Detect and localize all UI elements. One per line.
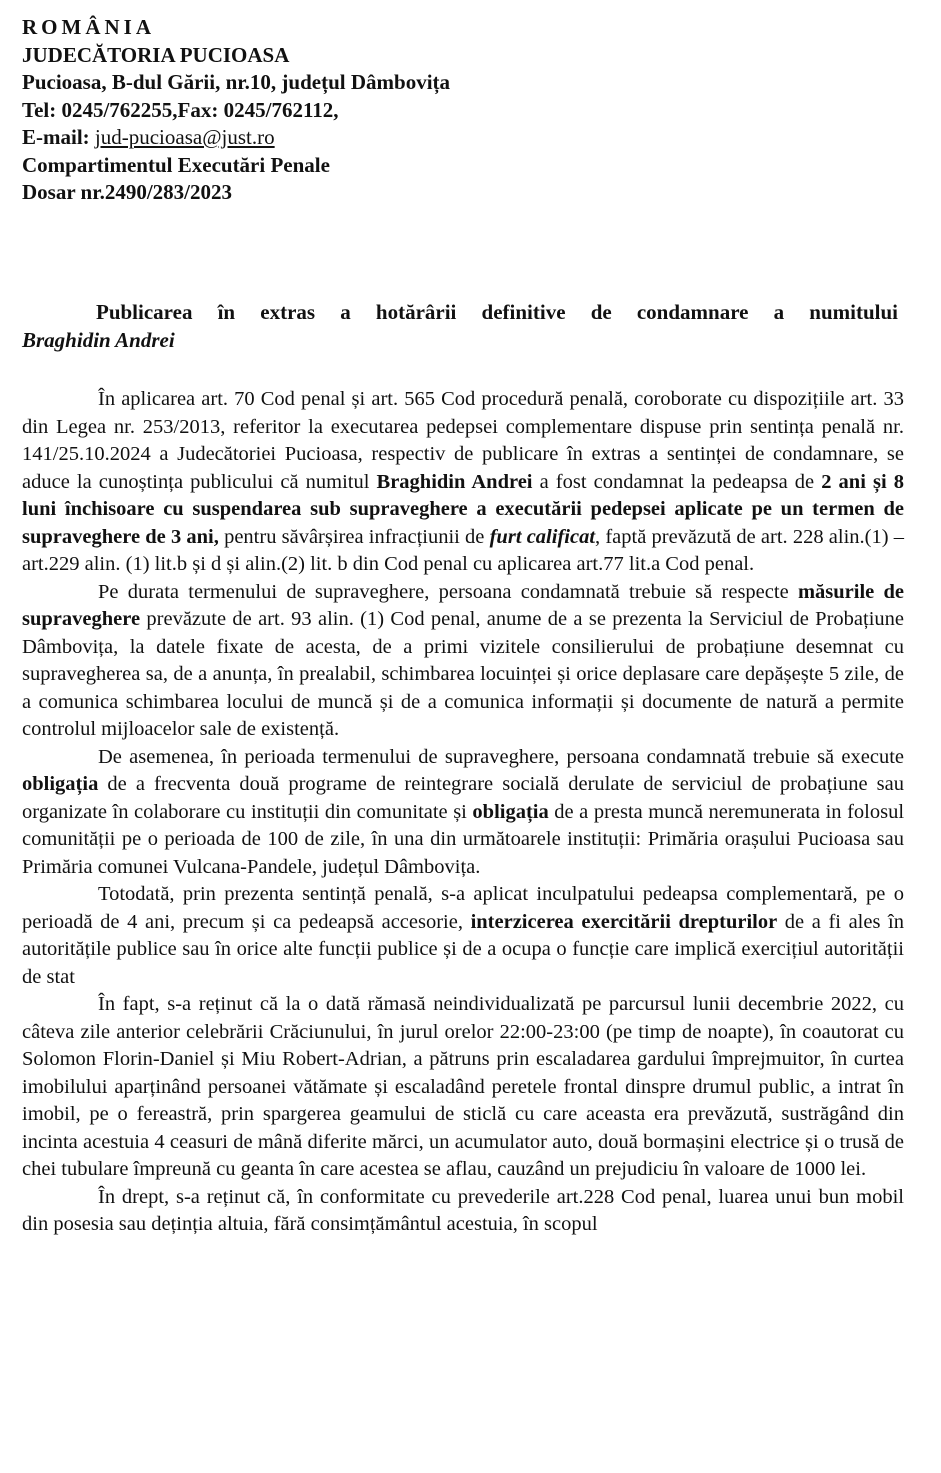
court-name: JUDECĂTORIA PUCIOASA — [22, 42, 290, 67]
paragraph-text: prevăzute de art. 93 alin. (1) Cod penal, anume de a se prezenta la Serviciul de Probațiune Dâmbovița, la datele fixate de acesta, de a primi vizitele consilierului de probațiune desemnat cu supravegherea sa, de a anunța, în prealabil, schimbarea locuinței și orice deplasare care depășește 5 zile, de a comunica schimbarea locului de muncă și de a comunica informații și documente de natură a permite controlul mijloacelor sale de existență. — [22, 608, 904, 740]
obligation-bold: obligația — [22, 773, 99, 795]
document-body — [22, 386, 904, 1239]
paragraph-text: de a frecventa două programe de reintegrare socială derulate de serviciul de probațiune sau organizate în colaborare cu instituții din comunitate și — [22, 773, 904, 823]
paragraph-facts: În fapt, s-a reținut că la o dată rămasă neindividualizată pe parcursul lunii decembrie 2022, cu câteva zile anterior celebrării Crăciunului, în jurul orelor 22:00-23:00 (pe timp de noapte), în coautorat cu Solomon Florin-Daniel și Miu Robert-Adrian, a pătruns prin escaladarea gardului împrejmuitor, în curtea imobilului aparținând persoanei vătămate și escaladând peretele frontal dinspre drumul public, a intrat în imobil, pe o fereastră, prin spargerea geamului de sticlă cu care aceasta era prevăzută, sustrăgând din incinta acestuia 4 ceasuri de mână diferite mărci, un acumulator auto, două bormașini electrice și o trusă de chei tubulare împreună cu geanta în care acestea se aflau, cauzând un prejudiciu în valoare de 1000 lei. — [22, 993, 904, 1180]
paragraph-text: Pe durata termenului de supraveghere, persoana condamnată trebuie să respecte — [98, 580, 798, 603]
paragraph-law: În drept, s-a reținut că, în conformitate cu prevederile art.228 Cod penal, luarea unui bun mobil din posesia sau deținția altuia, fără consimțământul acestuia, în scopul — [22, 1185, 904, 1235]
court-address: Pucioasa, B-dul Gării, nr.10, județul Dâmbovița — [22, 70, 451, 94]
court-header — [22, 14, 902, 207]
paragraph-text: a fost condamnat la pedeapsa de — [532, 470, 822, 493]
paragraph-obligations — [22, 744, 904, 882]
paragraph-text: Totodată, prin prezenta sentință penală, s-a aplicat inculpatului pedeapsa complementară, pe o perioadă de 4 ani, precum și ca pedeapsă accesorie, — [22, 883, 904, 933]
title-line: Publicarea în extras a hotărârii definitive de condamnare a numitului — [96, 300, 898, 324]
paragraph-conviction — [22, 386, 904, 579]
supervision-measures-bold: măsurile de supraveghere — [22, 580, 904, 630]
paragraph-text: De asemenea, în perioada termenului de supraveghere, persoana condamnată trebuie să execute — [98, 745, 904, 768]
paragraph-text: de a fi ales în autoritățile publice sau în orice alte funcții publice și de a ocupa o funcție care implică exercițiul autorității de stat — [22, 910, 904, 988]
sentence-bold: 2 ani și 8 luni închisoare cu suspendarea sub supraveghere a executării pedepsei aplicate pe un termen de supraveghere de 3 ani, — [22, 470, 904, 548]
email-link[interactable]: jud-pucioasa@just.ro — [94, 125, 275, 149]
obligation-bold: obligația — [472, 800, 549, 823]
department-name: Compartimentul Executări Penale — [22, 152, 330, 177]
paragraph-supervision-measures — [22, 579, 904, 744]
paragraph-text: de a presta muncă neremunerata in folosul comunității pe o perioada de 100 de zile, în una din următoarele instituții: Primăria orașului Pucioasa sau Primăria comunei Vulcana-Pandele, județul Dâmbovița. — [22, 800, 905, 878]
email-label: E-mail: — [22, 125, 95, 149]
country-name: ROMÂNIA — [22, 15, 155, 39]
court-email-line — [22, 124, 902, 152]
court-phone-fax: Tel: 0245/762255,Fax: 0245/762112, — [22, 97, 339, 122]
paragraph-text: , faptă prevăzută de art. 228 alin.(1) –art.229 alin. (1) lit.b și d și alin.(2) lit. b din Cod penal cu aplicarea art.77 lit.a Cod penal. — [22, 525, 905, 575]
rights-ban-bold: interzicerea exercitării drepturilor — [470, 910, 778, 933]
document-title — [22, 298, 898, 354]
paragraph-text: În aplicarea art. 70 Cod penal și art. 565 Cod procedură penală, coroborate cu dispozițiile art. 33 din Legea nr. 253/2013, referitor la executarea pedepsei complementare dispuse prin sentința penală nr. 141/25.10.2024 a Judecătoriei Pucioasa, respectiv de publicare în extras a sentinței de condamnare, se aduce la cunoștința publicului că numitul — [22, 388, 904, 493]
offense-name: furt calificat — [489, 525, 596, 548]
case-number: Dosar nr.2490/283/2023 — [22, 180, 233, 204]
convicted-name-bold: Braghidin Andrei — [376, 470, 533, 493]
paragraph-complementary-penalty — [22, 881, 904, 991]
paragraph-text: pentru săvârșirea infracțiunii de — [218, 525, 490, 548]
convicted-person-name: Braghidin Andrei — [22, 328, 175, 352]
